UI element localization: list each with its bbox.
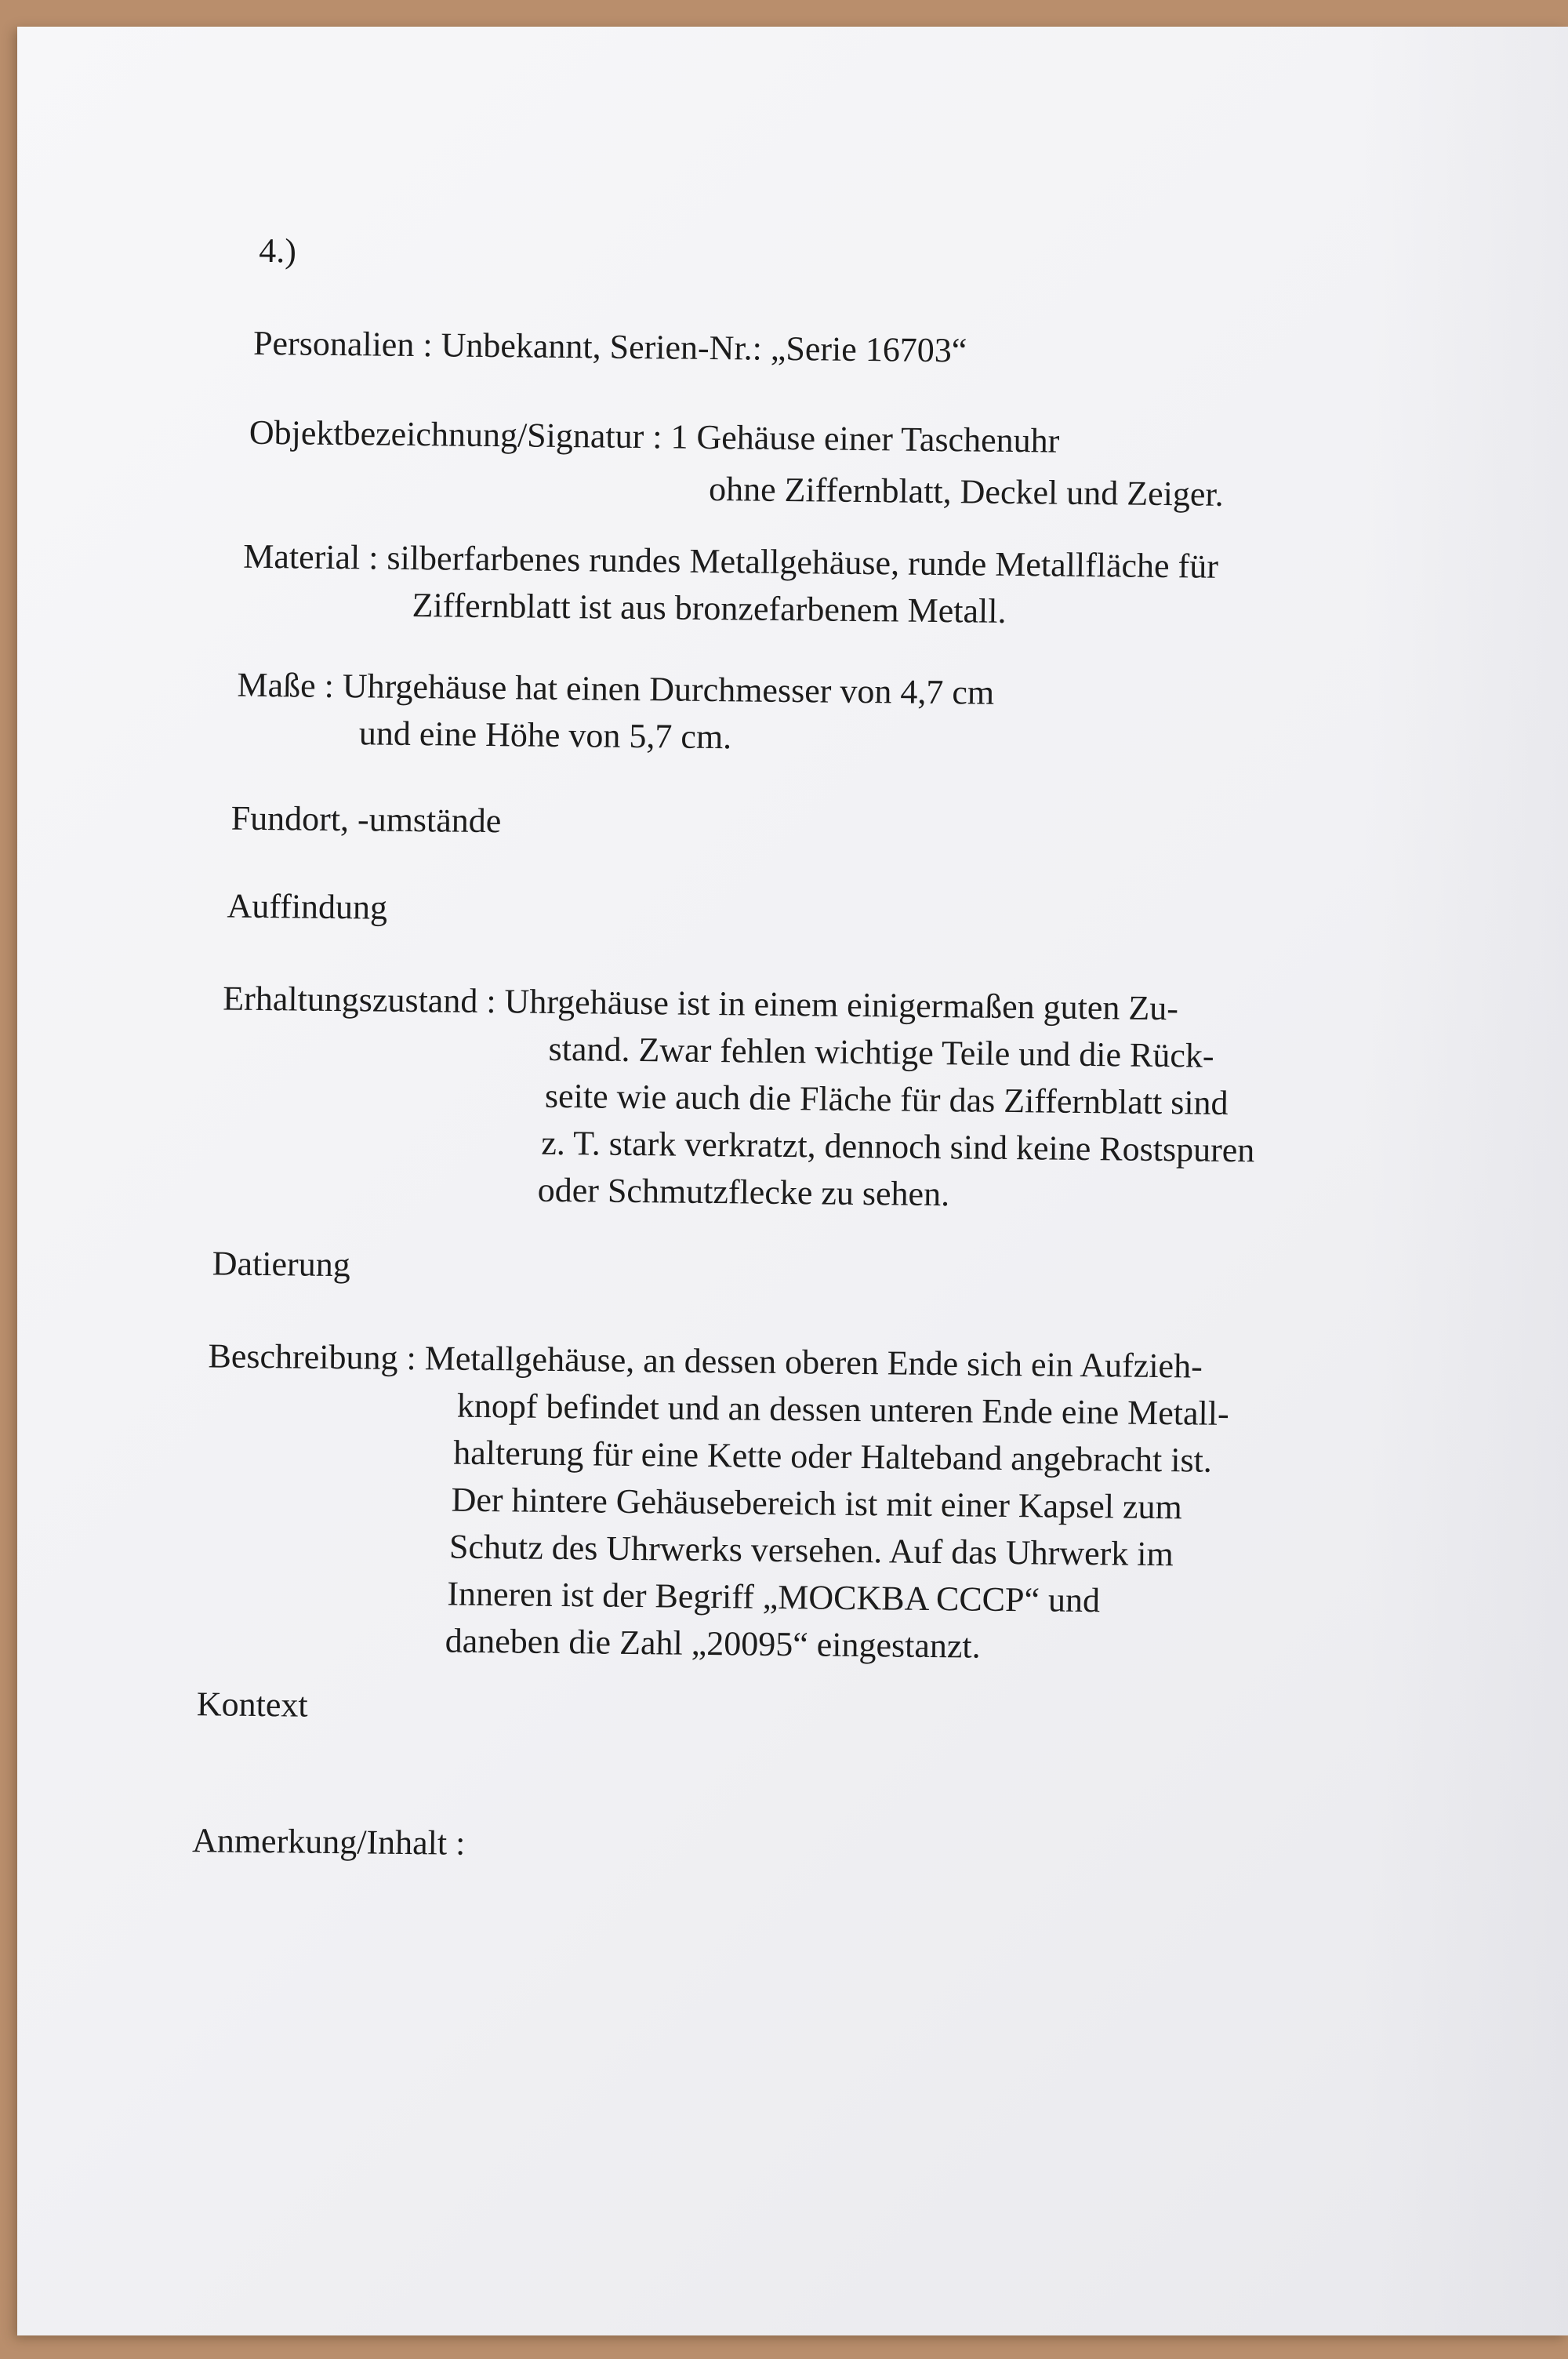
field-value-line: Ziffernblatt ist aus bronzefarbenem Metall. (412, 585, 1007, 631)
field-masse (237, 663, 994, 716)
field-objektbezeichnung (249, 410, 1060, 464)
field-value-line: knopf befindet und an dessen unteren Ende eine Metall- (456, 1386, 1229, 1433)
field-value-line: Metallgehäuse, an dessen oberen Ende sich ein Aufzieh- (424, 1339, 1203, 1386)
field-label: Maße : (237, 665, 335, 705)
field-beschreibung (208, 1333, 1203, 1389)
field-material (243, 534, 1218, 590)
field-value-line: oder Schmutzflecke zu sehen. (537, 1170, 950, 1214)
field-auffindung: Auffindung (227, 886, 388, 927)
field-fundort: Fundort, -umstände (230, 798, 502, 841)
field-personalien (253, 321, 967, 374)
field-value-line: daneben die Zahl „20095“ eingestanzt. (445, 1621, 981, 1666)
field-value-line: halterung für eine Kette oder Halteband angebracht ist. (453, 1433, 1213, 1480)
field-erhaltungszustand (223, 976, 1178, 1031)
field-value-line: silberfarbenes rundes Metallgehäuse, runde Metallfläche für (387, 538, 1219, 586)
field-label: Personalien : (252, 323, 433, 365)
field-label: Material : (242, 536, 379, 577)
entry-number: 4.) (259, 231, 297, 271)
field-value-line: Schutz des Uhrwerks versehen. Auf das Uhrwerk im (448, 1527, 1174, 1574)
field-value-line: und eine Höhe von 5,7 cm. (358, 714, 732, 757)
field-value-line: Uhrgehäuse ist in einem einigermaßen guten Zu- (504, 982, 1179, 1028)
field-value-line: z. T. stark verkratzt, dennoch sind keine Rostspuren (541, 1123, 1255, 1170)
field-label: Objektbezeichnung/Signatur : (249, 413, 662, 456)
field-kontext: Kontext (196, 1685, 308, 1725)
field-datierung: Datierung (212, 1244, 350, 1285)
field-value-line: 1 Gehäuse einer Taschenuhr (670, 417, 1060, 460)
field-value-line: ohne Ziffernblatt, Deckel und Zeiger. (708, 469, 1224, 514)
field-value: Unbekannt, Serien-Nr.: „Serie 16703“ (441, 325, 967, 370)
field-value-line: Der hintere Gehäusebereich ist mit einer Kapsel zum (451, 1480, 1183, 1527)
field-value-line: Uhrgehäuse hat einen Durchmesser von 4,7 cm (342, 667, 995, 712)
field-value-line: Inneren ist der Begriff „MOCKBA CCCP“ und (447, 1574, 1101, 1620)
field-value-line: seite wie auch die Fläche für das Ziffernblatt sind (544, 1076, 1229, 1122)
field-label: Erhaltungszustand : (223, 979, 496, 1021)
field-value-line: stand. Zwar fehlen wichtige Teile und die Rück- (548, 1029, 1214, 1075)
field-label: Beschreibung : (208, 1336, 416, 1378)
field-anmerkung: Anmerkung/Inhalt : (191, 1821, 466, 1863)
